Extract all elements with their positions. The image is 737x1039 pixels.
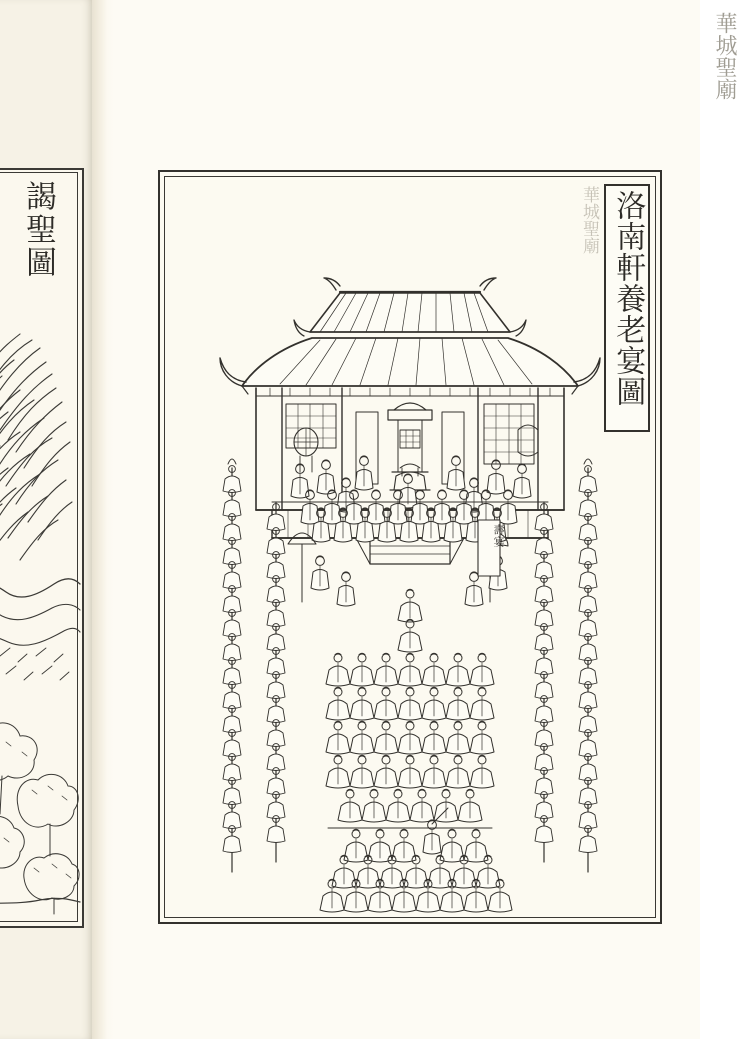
book-gutter: [92, 0, 114, 1039]
caption-shadow-text: 華城聖廟: [579, 186, 599, 254]
banquet-scene-artwork: [160, 172, 660, 922]
plate-caption-text: 洛南軒養老宴圖: [610, 190, 646, 407]
verso-page-title: 謁聖圖: [20, 180, 56, 279]
banner-placard-text: 壽宴: [492, 524, 505, 548]
verso-page: [0, 0, 92, 1039]
verso-landscape-artwork: [0, 290, 77, 918]
recto-page: [114, 0, 737, 1039]
plate-frame: [158, 170, 662, 924]
page-edge-column-text: 華城聖廟: [712, 12, 737, 100]
